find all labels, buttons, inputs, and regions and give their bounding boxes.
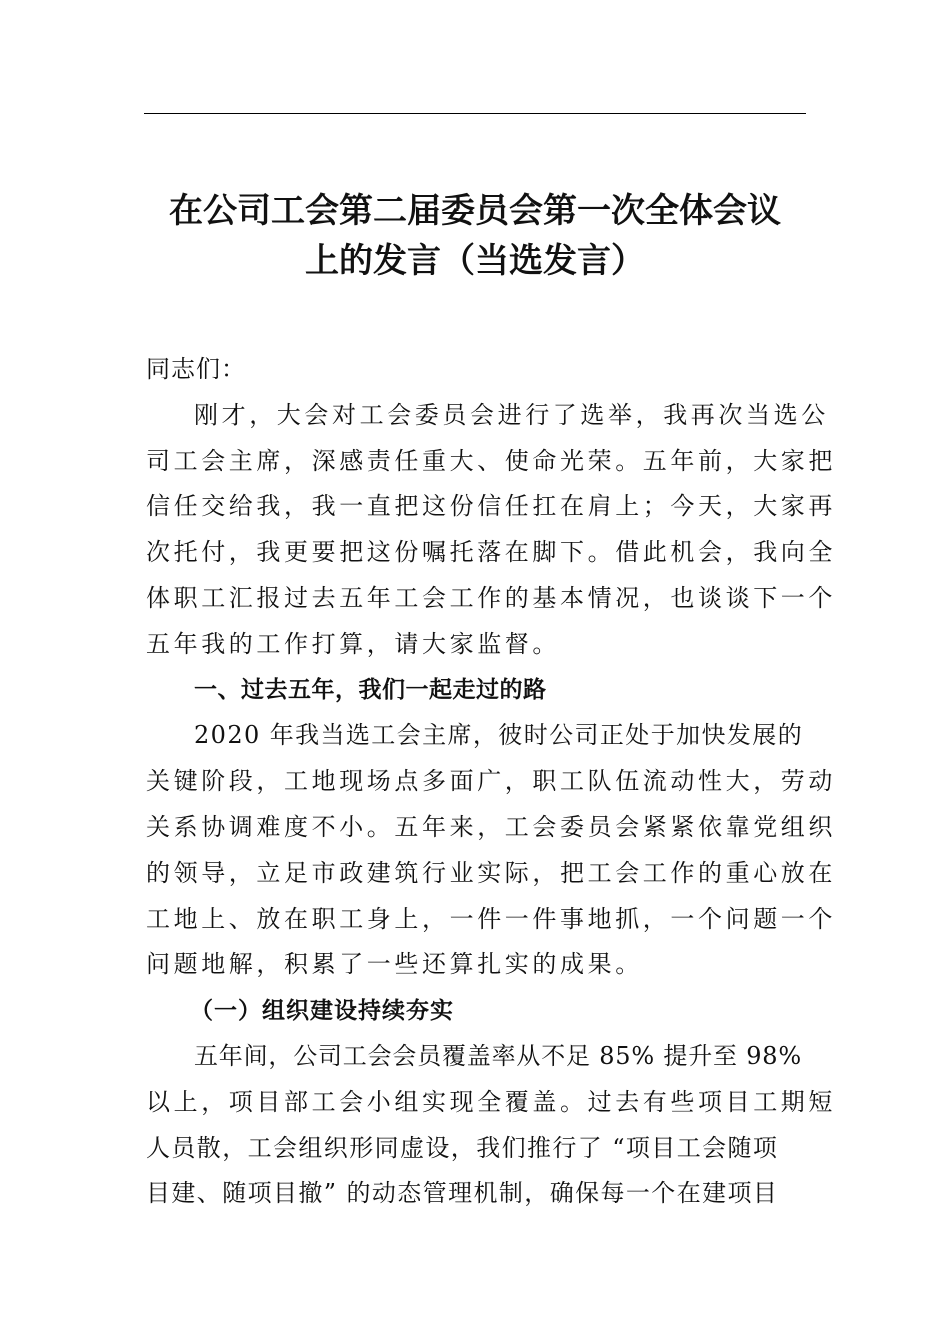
body-line: 2020 年我当选工会主席，彼时公司正处于加快发展的 [194, 721, 804, 750]
body-line: 刚才，大会对工会委员会进行了选举，我再次当选公 [194, 400, 829, 429]
body-line: 问题地解，积累了一些还算扎实的成果。 [146, 950, 643, 979]
document-body [146, 347, 836, 1217]
body-line: 目建、随项目撤” 的动态管理机制，确保每一个在建项目 [146, 1179, 779, 1208]
body-line: 关键阶段，工地现场点多面广，职工队伍流动性大，劳动 [146, 767, 836, 796]
body-line: 五年我的工作打算，请大家监督。 [146, 629, 560, 658]
body-line: 五年间，公司工会会员覆盖率从不足 85% 提升至 98% [194, 1041, 802, 1070]
body-line: 人员散，工会组织形同虚设，我们推行了 “项目工会随项 [146, 1133, 779, 1162]
document-title [144, 186, 806, 286]
subsection-heading: （一）组织建设持续夯实 [190, 997, 454, 1025]
body-line: 关系协调难度不小。五年来，工会委员会紧紧依靠党组织 [146, 812, 836, 841]
body-line: 的领导，立足市政建筑行业实际，把工会工作的重心放在 [146, 858, 836, 887]
body-line: 工地上、放在职工身上，一件一件事地抓，一个问题一个 [146, 904, 836, 933]
body-line: 司工会主席，深感责任重大、使命光荣。五年前，大家把 [146, 446, 836, 475]
title-line-2: 上的发言（当选发言） [305, 241, 645, 281]
body-line: 体职工汇报过去五年工会工作的基本情况，也谈谈下一个 [146, 583, 836, 612]
section-heading: 一、过去五年，我们一起走过的路 [194, 676, 547, 703]
title-line-1: 在公司工会第二届委员会第一次全体会议 [169, 191, 781, 231]
body-line: 以上，项目部工会小组实现全覆盖。过去有些项目工期短 [146, 1087, 836, 1116]
header-rule [144, 113, 806, 114]
salutation: 同志们： [146, 355, 246, 383]
body-line: 信任交给我，我一直把这份信任扛在肩上；今天，大家再 [146, 492, 836, 521]
body-line: 次托付，我更要把这份嘱托落在脚下。借此机会，我向全 [146, 538, 836, 567]
